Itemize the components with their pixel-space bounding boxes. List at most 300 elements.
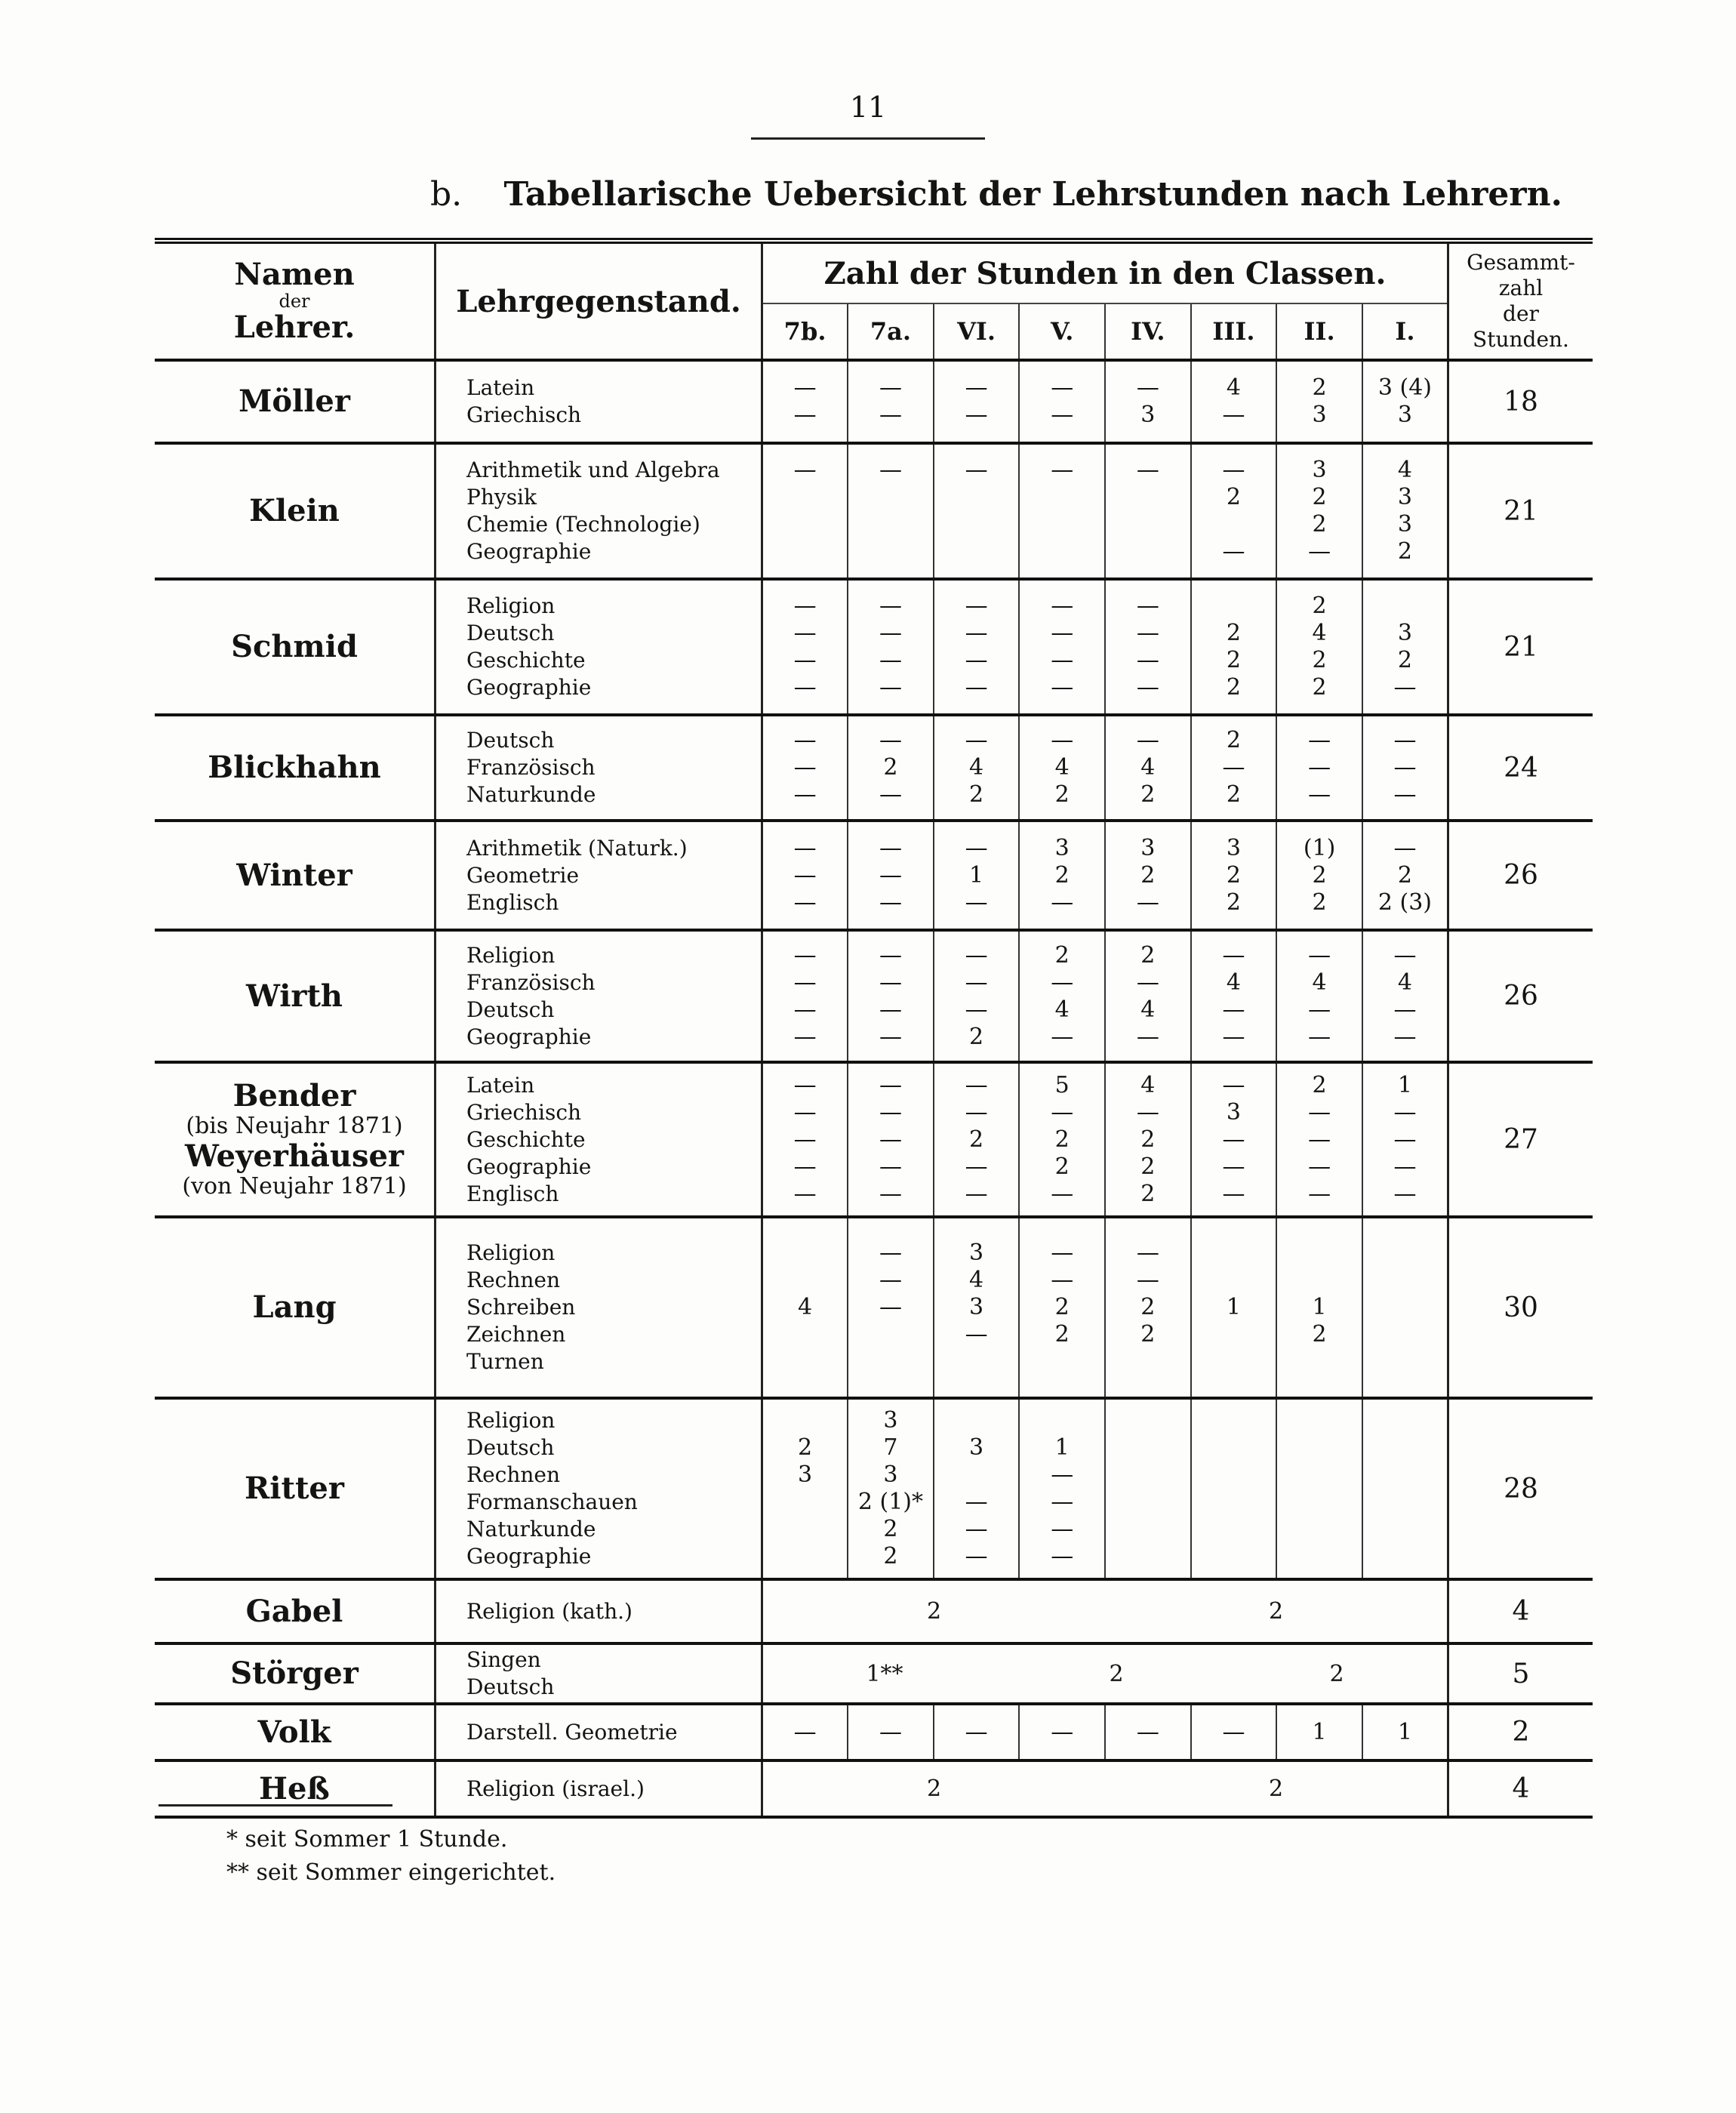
teacher-name: Heß: [259, 1770, 330, 1807]
hours-cell: [1191, 821, 1277, 930]
hours-value: 3: [1312, 402, 1327, 428]
hours-value: —: [965, 1321, 988, 1348]
hours-value: [1192, 1462, 1276, 1489]
teacher-header-line2: der: [279, 291, 310, 312]
hours-value: —: [965, 402, 988, 428]
hours-value: 4: [1312, 620, 1327, 646]
hours-cell: [1362, 715, 1448, 821]
hours-value: 2: [1312, 484, 1327, 510]
hours-span-value: 2: [1329, 1660, 1344, 1687]
hours-value: 2: [1054, 781, 1070, 808]
hours-value: —: [1051, 647, 1074, 673]
subject-item: Latein: [466, 375, 535, 400]
subjects-cell: [436, 1643, 762, 1704]
subjects-cell: [436, 930, 762, 1062]
hours-value: —: [879, 1126, 902, 1153]
hours-value: 2: [1226, 727, 1241, 753]
hours-cell: [1191, 1398, 1277, 1579]
hours-value: 7: [883, 1434, 898, 1461]
hours-value: —: [965, 996, 988, 1023]
hours-value: —: [965, 620, 988, 646]
hours-value: [763, 1348, 847, 1375]
subject-item: Geographie: [466, 1024, 592, 1049]
hours-value: [1020, 511, 1104, 538]
hours-value: [1020, 1348, 1104, 1375]
subject-item: Griechisch: [466, 402, 582, 427]
hours-value: —: [1136, 457, 1159, 483]
subjects-cell: [436, 579, 762, 715]
hours-cell: [1276, 715, 1362, 821]
teacher-row: [155, 715, 1593, 821]
hours-value: —: [793, 1126, 817, 1153]
hours-cell: [934, 930, 1020, 1062]
teacher-name-cell: [155, 1062, 436, 1217]
hours-value: [1020, 538, 1104, 565]
teacher-row: [155, 579, 1593, 715]
teacher-row: [155, 360, 1593, 443]
hours-value: —: [793, 889, 817, 916]
hours-value: 2: [969, 781, 984, 808]
hours-value: [1277, 1489, 1362, 1516]
hours-value: 4: [1397, 969, 1412, 996]
class-header: 7a.: [848, 303, 934, 360]
hours-value: —: [879, 374, 902, 401]
subjects-cell: [436, 1579, 762, 1643]
section-title-text: Tabellarische Uebersicht der Lehrstunden nach Lehrern.: [503, 175, 1562, 214]
hours-cell: [1362, 443, 1448, 579]
hours-value: [1106, 484, 1190, 511]
class-header: I.: [1362, 303, 1448, 360]
teacher-name: Blickhahn: [208, 750, 381, 785]
hours-value: —: [879, 1071, 902, 1098]
hours-value: 3: [969, 1434, 984, 1461]
subject-item: Deutsch: [466, 1435, 555, 1460]
hours-value: —: [1136, 674, 1159, 701]
hours-value: —: [1308, 781, 1331, 808]
hours-value: [1363, 1294, 1447, 1321]
hours-value: —: [1051, 889, 1074, 916]
hours-cell: [1362, 360, 1448, 443]
hours-value: [763, 1321, 847, 1348]
hours-cell: [848, 443, 934, 579]
hours-value: —: [1393, 834, 1417, 861]
hours-value: —: [1051, 457, 1074, 483]
teacher-name: Bender: [232, 1077, 356, 1113]
hours-value: 3: [1226, 1098, 1241, 1126]
hours-value: [848, 484, 933, 511]
teacher-name: Winter: [236, 857, 352, 893]
hours-cell: [1276, 579, 1362, 715]
subject-item: Französisch: [466, 969, 596, 995]
hours-value: —: [1393, 1126, 1417, 1153]
teacher-name: Ritter: [245, 1471, 344, 1506]
hours-span-value: 2: [926, 1598, 942, 1625]
hours-value: —: [793, 1098, 817, 1126]
hours-value: —: [1308, 1153, 1331, 1180]
hours-value: 2: [1226, 647, 1241, 673]
hours-value: 3: [1397, 620, 1412, 646]
hours-value: 3: [798, 1462, 813, 1488]
hours-value: [1106, 1462, 1190, 1489]
hours-value: 2: [1140, 941, 1156, 969]
hours-value: 3: [883, 1407, 898, 1434]
hours-cell: [1105, 579, 1191, 715]
hours-cell: [934, 821, 1020, 930]
hours-value: —: [879, 1240, 902, 1266]
hours-cell: [762, 715, 848, 821]
hours-value: [1192, 1348, 1276, 1375]
hours-cell: [1276, 1398, 1362, 1579]
hours-cell: [1019, 360, 1105, 443]
hours-value: —: [1308, 1126, 1331, 1153]
hours-value: [1363, 1267, 1447, 1294]
teacher-name-cell: [155, 360, 436, 443]
subject-item: Geographie: [466, 539, 592, 564]
hours-cell: [762, 1062, 848, 1217]
hours-cell: [762, 821, 848, 930]
hours-value: —: [793, 941, 817, 969]
hours-value: —: [1222, 996, 1245, 1023]
hours-value: [1363, 1462, 1447, 1489]
subject-item: Naturkunde: [466, 782, 596, 807]
hours-value: [934, 511, 1019, 538]
teacher-row: [155, 443, 1593, 579]
hours-value: [1363, 593, 1447, 620]
hours-value: [848, 1348, 933, 1375]
hours-value: —: [965, 1153, 988, 1180]
subject-item: Religion: [466, 1240, 556, 1265]
hours-cell: [1276, 1217, 1362, 1398]
subject-item: Darstell. Geometrie: [466, 1719, 678, 1745]
teacher-name: Gabel: [245, 1593, 343, 1629]
hours-value: [934, 1407, 1019, 1434]
subject-item: Rechnen: [466, 1462, 561, 1487]
teacher-name-cell: [155, 443, 436, 579]
hours-cell: [1362, 1398, 1448, 1579]
hours-cell: [762, 930, 848, 1062]
hours-value: [848, 1321, 933, 1348]
hours-cell: [848, 579, 934, 715]
hours-value: —: [879, 889, 902, 916]
hours-value: —: [1051, 593, 1074, 619]
subject-item: Geographie: [466, 1544, 592, 1569]
hours-value: 2: [1312, 674, 1327, 701]
subjects-cell: [436, 1704, 762, 1760]
hours-value: [1192, 1267, 1276, 1294]
hours-span-values: [763, 1661, 1447, 1687]
hours-value: —: [879, 1098, 902, 1126]
hours-cell: [1276, 1704, 1362, 1760]
hours-value: —: [879, 1718, 902, 1745]
hours-value: —: [965, 941, 988, 969]
page-number-rule: [751, 137, 985, 140]
hours-value: 4: [1140, 1071, 1156, 1098]
hours-value: —: [1393, 941, 1417, 969]
hours-value: [1363, 1434, 1447, 1462]
hours-cell: [1362, 579, 1448, 715]
hours-value: [763, 1240, 847, 1267]
subject-item: Geographie: [466, 675, 592, 700]
hours-value: 2: [1312, 593, 1327, 619]
subject-item: Schreiben: [466, 1295, 576, 1320]
hours-cell: [1362, 821, 1448, 930]
hours-value: 1: [1312, 1294, 1327, 1320]
hours-value: 2: [1226, 889, 1241, 916]
hours-cell: [1191, 930, 1277, 1062]
hours-value: —: [1222, 754, 1245, 781]
hours-value: —: [879, 969, 902, 996]
hours-value: 2: [1397, 538, 1412, 565]
subject-item: Religion: [466, 1408, 556, 1433]
total-hours-cell: 5: [1448, 1643, 1593, 1704]
hours-value: 3: [1397, 402, 1412, 428]
hours-cell: [1362, 930, 1448, 1062]
hours-value: —: [1136, 1718, 1159, 1745]
subject-item: Naturkunde: [466, 1517, 596, 1542]
hours-value: —: [965, 1543, 988, 1569]
hours-value: —: [793, 861, 817, 889]
hours-value: —: [793, 402, 817, 428]
hours-value: [1363, 1489, 1447, 1516]
hours-cell: [762, 1217, 848, 1398]
class-header: VI.: [934, 303, 1020, 360]
hours-cell: [848, 1398, 934, 1579]
hours-value: 2: [1226, 861, 1241, 889]
hours-value: —: [1308, 941, 1331, 969]
hours-span-cell: [762, 1579, 1448, 1643]
hours-cell: [1276, 821, 1362, 930]
hours-cell: [762, 579, 848, 715]
hours-value: —: [1051, 620, 1074, 646]
teacher-name: Volk: [257, 1714, 331, 1750]
total-column-header: [1448, 241, 1593, 360]
hours-value: —: [793, 1023, 817, 1050]
hours-column-header: Zahl der Stunden in den Classen.: [762, 241, 1448, 303]
hours-cell: [1105, 715, 1191, 821]
hours-value: —: [1051, 1543, 1074, 1569]
hours-cell: [762, 1704, 848, 1760]
hours-value: [1277, 1407, 1362, 1434]
teacher-row: [155, 930, 1593, 1062]
hours-value: —: [1393, 674, 1417, 701]
hours-value: 3: [1397, 511, 1412, 537]
hours-value: —: [1136, 1240, 1159, 1266]
hours-value: 3: [1054, 834, 1070, 861]
hours-value: 2: [1226, 620, 1241, 646]
hours-span-value: 2: [1109, 1660, 1124, 1687]
hours-value: —: [879, 834, 902, 861]
hours-cell: [1019, 1217, 1105, 1398]
hours-value: —: [793, 727, 817, 753]
subject-item: Geschichte: [466, 1126, 586, 1152]
hours-value: —: [1222, 1153, 1245, 1180]
hours-cell: [1019, 821, 1105, 930]
hours-cell: [1019, 930, 1105, 1062]
hours-value: 2: [1140, 1126, 1156, 1153]
hours-value: —: [879, 1267, 902, 1293]
hours-value: 2: [1312, 1071, 1327, 1098]
total-hours-cell: 27: [1448, 1062, 1593, 1217]
hours-value: 2: [883, 754, 898, 781]
hours-value: [1192, 1407, 1276, 1434]
hours-value: [1277, 1348, 1362, 1375]
lessons-body: [155, 360, 1593, 1817]
hours-cell: [848, 1217, 934, 1398]
hours-value: —: [1051, 1180, 1074, 1207]
hours-value: —: [1136, 1023, 1159, 1050]
hours-value: 5: [1054, 1071, 1070, 1098]
hours-value: 2: [1054, 861, 1070, 889]
hours-value: —: [1393, 1098, 1417, 1126]
footnote-rule: [159, 1804, 392, 1807]
subjects-cell: [436, 821, 762, 930]
hours-value: —: [1051, 674, 1074, 701]
hours-value: [1363, 1321, 1447, 1348]
hours-cell: [848, 715, 934, 821]
hours-value: —: [965, 1180, 988, 1207]
hours-value: 3: [969, 1294, 984, 1320]
hours-value: [934, 1348, 1019, 1375]
subject-item: Latein: [466, 1072, 535, 1098]
subject-item: Englisch: [466, 889, 559, 915]
hours-cell: [934, 443, 1020, 579]
hours-value: —: [1308, 1023, 1331, 1050]
teacher-name-cell: [155, 1643, 436, 1704]
hours-span-value: 2: [1268, 1776, 1284, 1802]
subject-item: Singen: [466, 1647, 541, 1672]
hours-cell: [1105, 821, 1191, 930]
hours-cell: [848, 930, 934, 1062]
teacher-note-second: (von Neujahr 1871): [182, 1172, 407, 1200]
hours-value: [934, 484, 1019, 511]
hours-value: —: [1051, 727, 1074, 753]
hours-value: —: [879, 941, 902, 969]
subjects-cell: [436, 1217, 762, 1398]
subject-item: Religion: [466, 593, 556, 618]
hours-cell: [1105, 1398, 1191, 1579]
hours-cell: [1191, 579, 1277, 715]
hours-value: —: [1136, 1267, 1159, 1293]
hours-value: —: [1051, 1098, 1074, 1126]
hours-value: 2: [1312, 647, 1327, 673]
hours-value: 3: [1140, 402, 1156, 428]
hours-value: 2: [1140, 1153, 1156, 1180]
hours-value: —: [793, 754, 817, 781]
hours-value: 4: [1054, 754, 1070, 781]
hours-value: 2: [1054, 1294, 1070, 1320]
hours-value: 1: [1054, 1434, 1070, 1461]
teacher-name-second: Weyerhäuser: [185, 1138, 404, 1174]
hours-value: 3 (4): [1377, 374, 1432, 401]
hours-value: [1277, 1516, 1362, 1543]
hours-span-value: 2: [926, 1776, 942, 1802]
subject-column-header: Lehrgegenstand.: [436, 241, 762, 360]
hours-value: [848, 511, 933, 538]
hours-value: —: [965, 834, 988, 861]
hours-cell: [1191, 715, 1277, 821]
hours-value: 2: [1140, 1321, 1156, 1348]
hours-span-value: 1**: [866, 1660, 903, 1687]
hours-value: —: [1136, 374, 1159, 401]
total-hours-cell: 26: [1448, 821, 1593, 930]
hours-value: 2: [798, 1434, 813, 1461]
hours-value: —: [1051, 1267, 1074, 1293]
hours-value: —: [1308, 1180, 1331, 1207]
teacher-row: [155, 821, 1593, 930]
hours-value: —: [1222, 1126, 1245, 1153]
hours-value: [1277, 1434, 1362, 1462]
hours-value: —: [1136, 620, 1159, 646]
hours-value: —: [1222, 1023, 1245, 1050]
hours-value: —: [879, 620, 902, 646]
hours-value: 3: [1226, 834, 1241, 861]
hours-value: —: [965, 1071, 988, 1098]
hours-value: —: [793, 457, 817, 483]
hours-value: 3: [1140, 834, 1156, 861]
hours-value: (1): [1303, 834, 1336, 861]
hours-value: 2: [969, 1023, 984, 1050]
class-header: IV.: [1105, 303, 1191, 360]
hours-value: —: [1051, 1489, 1074, 1515]
hours-value: [1106, 1348, 1190, 1375]
hours-value: —: [879, 1180, 902, 1207]
hours-value: [1363, 1240, 1447, 1267]
total-header-line3: der: [1503, 301, 1539, 326]
hours-cell: [1019, 1062, 1105, 1217]
teacher-name-cell: [155, 821, 436, 930]
hours-value: —: [1308, 996, 1331, 1023]
total-hours-cell: 18: [1448, 360, 1593, 443]
hours-cell: [1191, 1062, 1277, 1217]
hours-cell: [1276, 360, 1362, 443]
lessons-table: [155, 238, 1593, 1819]
subject-item: Geschichte: [466, 648, 586, 673]
hours-value: —: [879, 996, 902, 1023]
teacher-name-cell: [155, 930, 436, 1062]
subject-item: Griechisch: [466, 1099, 582, 1125]
hours-value: [763, 1407, 847, 1434]
hours-value: —: [1393, 996, 1417, 1023]
hours-cell: [934, 1398, 1020, 1579]
hours-value: [1363, 1543, 1447, 1570]
hours-value: [763, 511, 847, 538]
subject-item: Englisch: [466, 1181, 559, 1206]
teacher-header-line3: Lehrer.: [233, 310, 356, 345]
hours-cell: [848, 360, 934, 443]
class-header: II.: [1276, 303, 1362, 360]
hours-value: [763, 538, 847, 565]
hours-value: 4: [798, 1294, 813, 1320]
hours-value: [1106, 1407, 1190, 1434]
subject-item: Formanschauen: [466, 1489, 638, 1514]
hours-cell: [934, 1217, 1020, 1398]
hours-span-value: 2: [1268, 1598, 1284, 1625]
teacher-header-line1: Namen: [234, 257, 355, 292]
teacher-row: [155, 1643, 1593, 1704]
hours-value: —: [879, 781, 902, 808]
hours-cell: [1105, 1704, 1191, 1760]
hours-value: 2: [1226, 781, 1241, 808]
subjects-cell: [436, 1398, 762, 1579]
hours-value: 1: [1312, 1718, 1327, 1745]
hours-value: —: [793, 620, 817, 646]
hours-value: —: [879, 674, 902, 701]
hours-cell: [1191, 1217, 1277, 1398]
hours-value: —: [793, 996, 817, 1023]
teacher-row: [155, 1062, 1593, 1217]
hours-value: 2: [1140, 1294, 1156, 1320]
hours-value: 2 (3): [1377, 889, 1432, 916]
